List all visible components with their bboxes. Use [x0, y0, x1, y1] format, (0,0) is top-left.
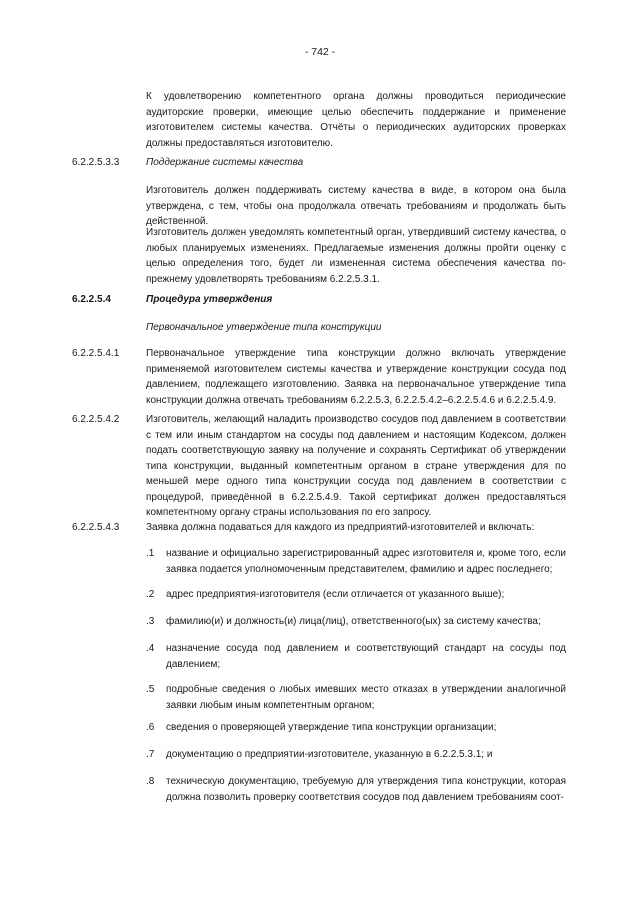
list-text: адрес предприятия-изготовителя (если отличается от указанного выше); [166, 589, 505, 600]
list-item [146, 546, 566, 577]
section-title: Поддержание системы качества [146, 157, 304, 168]
section-text: Первоначальное утверждение типа конструкции должно включать утверждение применяемой изготовителем системы качества и утверждение конструкции сосуда под давлением, подлежащего изготовлению. Заявка на первоначальное утверждение типа конструкции должна отвечать требованиям 6.2.2.5.3, 6.2.2.5.4.2–6.2.2.5.4.6 и 6.2.2.5.4.9. [146, 348, 566, 406]
section-title: Процедура утверждения [146, 294, 273, 305]
section-text: Заявка должна подаваться для каждого из предприятий-изготовителей и включать: [146, 522, 535, 533]
list-text: назначение сосуда под давлением и соответствующий стандарт на сосуды под давлением; [166, 643, 566, 670]
list-text: документацию о предприятии-изготовителе, указанную в 6.2.2.5.3.1; и [166, 749, 493, 760]
list-item [146, 774, 566, 805]
list-text: техническую документацию, требуемую для утверждения типа конструкции, которая должна позволить проверку соответствия сосудов под давлением требованиям соот- [166, 776, 566, 803]
list-text: сведения о проверяющей утверждение типа конструкции организации; [166, 722, 497, 733]
list-item [146, 747, 566, 763]
list-marker: .7 [146, 749, 155, 760]
list-marker: .3 [146, 616, 155, 627]
list-marker: .1 [146, 548, 155, 559]
list-item [146, 614, 566, 630]
list-marker: .2 [146, 589, 155, 600]
page-number: - 742 - [304, 46, 336, 58]
list-marker: .5 [146, 684, 155, 695]
list-text: название и официально зарегистрированный адрес изготовителя и, кроме того, если заявка подается уполномоченным представителем, фамилию и адрес последнего; [166, 548, 566, 575]
list-text: подробные сведения о любых имевших место отказах в утверждении аналогичной заявки любым иным компетентным органом; [166, 684, 566, 711]
list-text: фамилию(и) и должность(и) лица(лиц), ответственного(ых) за систему качества; [166, 616, 541, 627]
list-marker: .4 [146, 643, 155, 654]
list-item [146, 682, 566, 713]
section-number: 6.2.2.5.4.3 [72, 522, 120, 533]
section-number: 6.2.2.5.4.2 [72, 414, 120, 425]
list-marker: .6 [146, 722, 155, 733]
section-text: Изготовитель, желающий наладить производство сосудов под давлением в соответствии с тем или иным стандартом на сосуды под давлением и настоящим Кодексом, должен подать соответствующую заявку на получение и сохранять Сертификат об утверждении типа конструкции, выданный компетентным органом в стране утверждения для по меньшей мере одного типа конструкции сосуда под давлением в соответствии с процедурой, приведённой в 6.2.2.5.4.9. Такой сертификат должен предоставляться компетентному органу страны использования по его запросу. [146, 414, 566, 518]
list-item [146, 641, 566, 672]
section-6225543 [72, 520, 566, 536]
intro-paragraph: К удовлетворению компетентного органа должны проводиться периодические аудиторские проверки, имеющие целью обеспечить поддержание и применение изготовителем системы качества. Отчёты о периодических аудиторских проверках должны предоставляться изготовителю. [146, 91, 566, 149]
section-6225533-paragraph-2: Изготовитель должен уведомлять компетентный орган, утвердивший систему качества, о любых планируемых изменениях. Предлагаемые изменения должны пройти оценку с целью определения того, будет ли измененная система обеспечения качества по-прежнему удовлетворять требованиям 6.2.2.5.3.1. [146, 227, 566, 285]
section-6225541 [72, 346, 566, 408]
section-number: 6.2.2.5.4 [72, 294, 111, 305]
list-item [146, 720, 566, 736]
section-6225533-heading [72, 155, 566, 171]
section-6225542 [72, 412, 566, 521]
section-6225533-paragraph-1: Изготовитель должен поддерживать систему качества в виде, в котором она была утверждена, с тем, чтобы она продолжала отвечать требованиям и продолжать быть действенной. [146, 185, 566, 227]
list-marker: .8 [146, 776, 155, 787]
section-622554-subtitle: Первоначальное утверждение типа конструкции [146, 322, 382, 333]
section-number: 6.2.2.5.4.1 [72, 348, 120, 359]
section-number: 6.2.2.5.3.3 [72, 157, 120, 168]
list-item [146, 587, 566, 603]
section-622554-heading [72, 292, 566, 308]
